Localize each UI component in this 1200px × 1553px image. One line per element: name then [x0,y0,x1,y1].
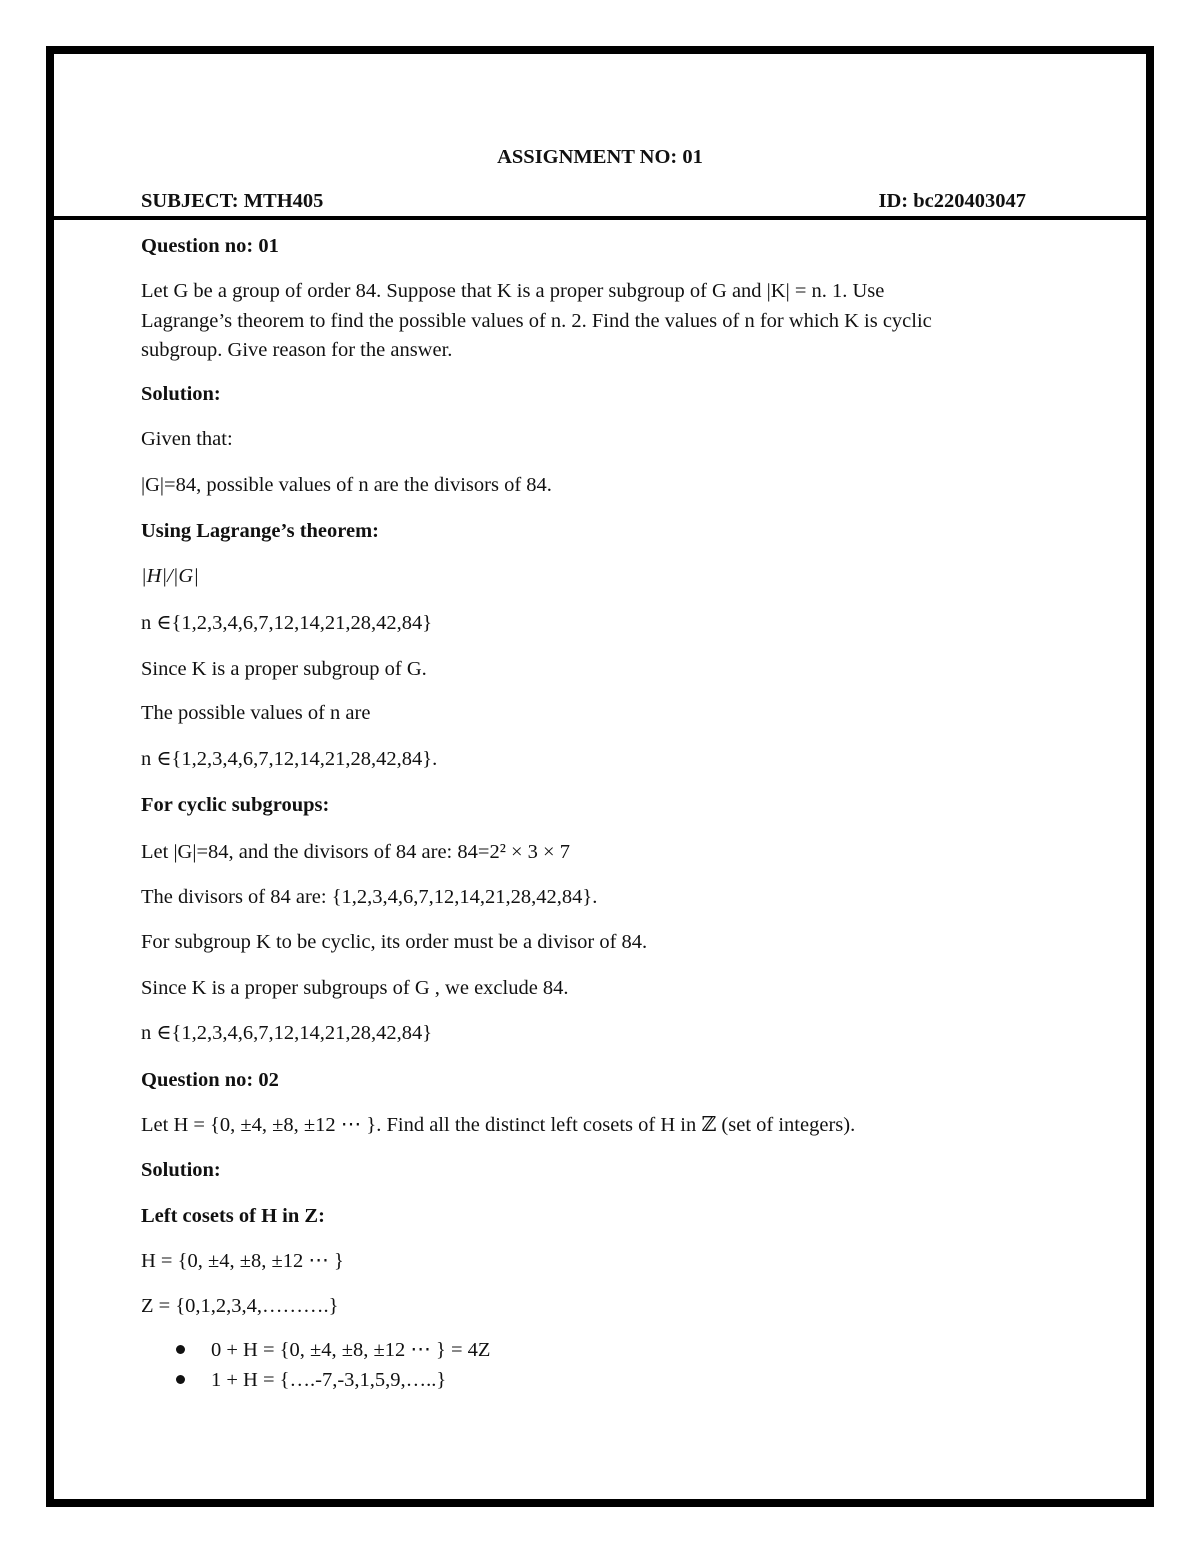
coset-1-text: 1 + H = {….-7,-3,1,5,9,…..} [211,1369,447,1391]
page-border [46,46,1154,1507]
question-1-prompt-line-2: Lagrange’s theorem to find the possible values of n. 2. Find the values of n for which K is cyclic [141,310,932,332]
question-1-heading: Question no: 01 [141,235,279,257]
possible-values-text: The possible values of n are [141,702,371,724]
assignment-title: ASSIGNMENT NO: 01 [497,146,703,168]
proper-subgroup-text: Since K is a proper subgroup of G. [141,658,427,680]
exclude-text: Since K is a proper subgroups of G , we exclude 84. [141,977,569,999]
bullet-icon [176,1345,185,1354]
cyclic-heading: For cyclic subgroups: [141,794,330,816]
left-cosets-heading: Left cosets of H in Z: [141,1205,325,1227]
divisor-set-2: n ∈{1,2,3,4,6,7,12,14,21,28,42,84}. [141,748,438,770]
solution-2-heading: Solution: [141,1159,221,1181]
question-1-prompt-line-1: Let G be a group of order 84. Suppose that K is a proper subgroup of G and |K| = n. 1. Use [141,280,885,302]
list-item [176,1337,490,1363]
bullet-icon [176,1375,185,1384]
prime-factorization-text: Let |G|=84, and the divisors of 84 are: 84=2² × 3 × 7 [141,841,570,863]
divides-expression: |H|/|G| [141,565,199,587]
group-order-text: |G|=84, possible values of n are the divisors of 84. [141,474,552,496]
student-id: ID: bc220403047 [878,190,1026,212]
divisors-set-text: The divisors of 84 are: {1,2,3,4,6,7,12,14,21,28,42,84}. [141,886,598,908]
question-2-heading: Question no: 02 [141,1069,279,1091]
question-2-prompt: Let H = {0, ±4, ±8, ±12 ⋯ }. Find all the distinct left cosets of H in ℤ (set of integers). [141,1114,856,1136]
solution-1-heading: Solution: [141,383,221,405]
h-set-text: H = {0, ±4, ±8, ±12 ⋯ } [141,1250,344,1272]
question-1-prompt-line-3: subgroup. Give reason for the answer. [141,339,453,361]
z-set-text: Z = {0,1,2,3,4,……….} [141,1295,339,1317]
given-text: Given that: [141,428,233,450]
divisor-set-3: n ∈{1,2,3,4,6,7,12,14,21,28,42,84} [141,1022,433,1044]
divisor-set-1: n ∈{1,2,3,4,6,7,12,14,21,28,42,84} [141,612,433,634]
header-divider [54,216,1146,220]
cyclic-condition-text: For subgroup K to be cyclic, its order must be a divisor of 84. [141,931,648,953]
coset-0-text: 0 + H = {0, ±4, ±8, ±12 ⋯ } = 4Z [211,1339,491,1361]
subject-label: SUBJECT: MTH405 [141,190,324,212]
list-item [176,1367,446,1393]
lagrange-heading: Using Lagrange’s theorem: [141,520,380,542]
